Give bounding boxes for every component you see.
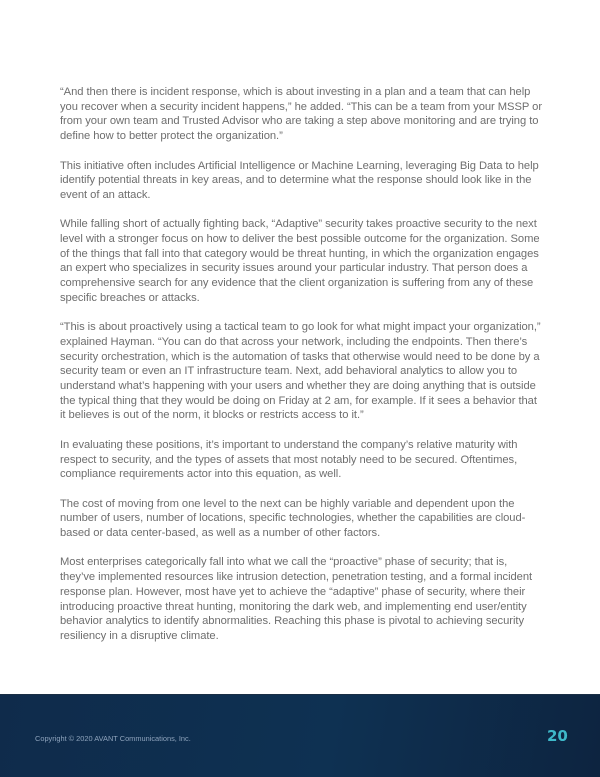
copyright-notice: Copyright © 2020 AVANT Communications, Inc. [35,734,191,743]
paragraph-evaluating-positions: In evaluating these positions, it’s important to understand the company’s relative maturity with respect to security, and the types of assets that most notably need to be secured. Oftentimes, compliance requirements actor into this equation, as well. [60,438,518,481]
paragraph-incident-response: “And then there is incident response, which is about investing in a plan and a team that can help you recover when a security incident happens,” he added. “This can be a team from your MSSP or from your own team and Trusted Advisor who are taking a step above monitoring and are trying to define how to better protect the organization.” [60,86,543,143]
paragraph-proactive-phase: Most enterprises categorically fall into what we call the “proactive” phase of security; that is, they’ve implemented resources like intrusion detection, penetration testing, and a formal incident response plan. However, most have yet to achieve the “adaptive” phase of security, where their introducing proactive threat hunting, monitoring the dark web, and implementing end user/entity behavior analytics to identify abnormalities. Reaching this phase is pivotal to achieving security resiliency in a disruptive climate. [60,556,533,642]
paragraph-cost-of-moving: The cost of moving from one level to the next can be highly variable and dependent upon the number of users, number of locations, specific technologies, whether the capabilities are cloud-based or data center-based, as well as a number of other factors. [60,497,526,540]
paragraph-adaptive-security: While falling short of actually fighting back, “Adaptive” security takes proactive security to the next level with a stronger focus on how to deliver the best possible outcome for the organization. Some of the things that fall into that category would be threat hunting, in which the organization engages an expert who specializes in security issues around your particular industry. That person does a comprehensive search for any evidence that the client organization is suffering from any of these specific breaches or attacks. [60,218,540,304]
paragraph-ai-ml-initiative: This initiative often includes Artificial Intelligence or Machine Learning, leveraging Big Data to help identify potential threats in key areas, and to determine what the response should look like in the event of an attack. [60,159,539,201]
paragraph-hayman-quote: “This is about proactively using a tactical team to go look for what might impact your organization,” explained Hayman. “You can do that across your network, including the endpoints. Then there’s security orchestration, which is the automation of tasks that otherwise would need to be done by a security team or even an IT infrastructure team. Next, add behavioral analytics to allow you to understand what’s happening with your users and whether they are doing anything that is outside the typical thing that they would be doing on Friday at 2 am, for example. If it sees a behavior that it believes is out of the norm, it blocks or restricts access to it.” [60,321,541,422]
document-body [60,85,542,658]
page-footer [0,694,600,777]
page-number: 20 [547,727,568,745]
